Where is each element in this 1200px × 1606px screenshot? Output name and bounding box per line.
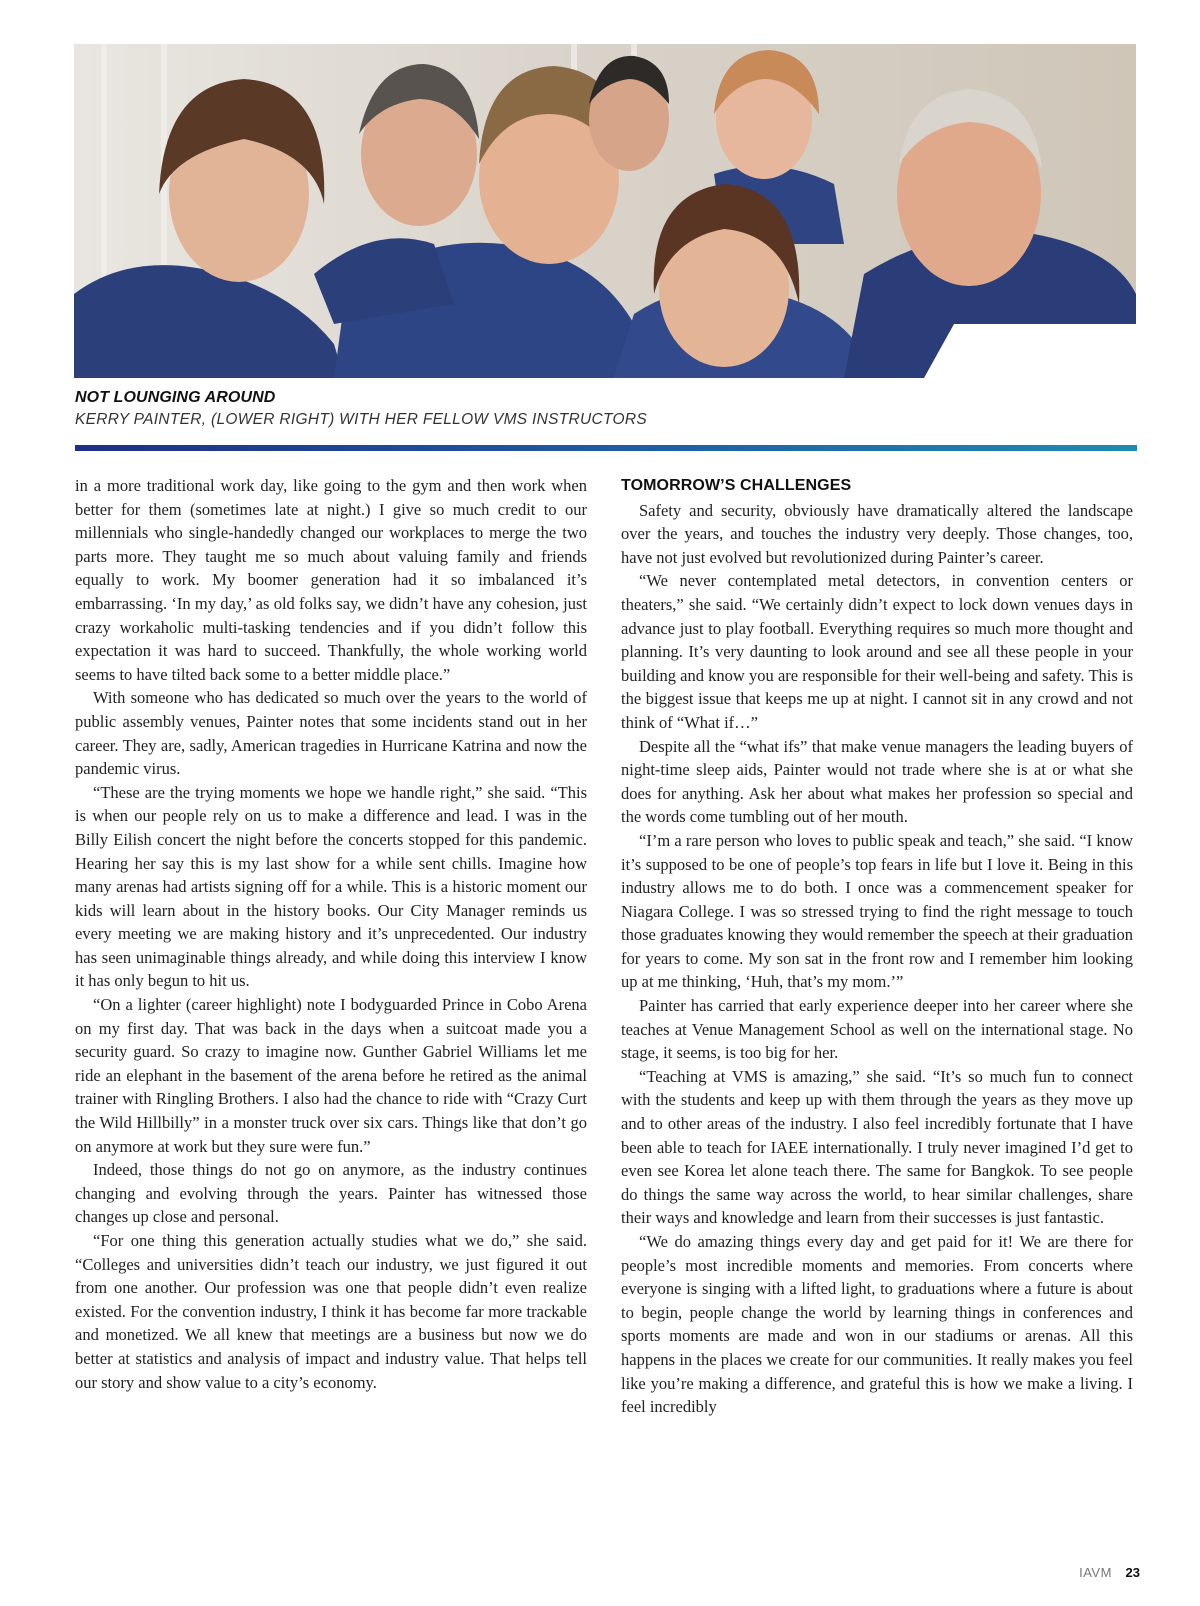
right-paragraph: “Teaching at VMS is amazing,” she said. “It’s so much fun to connect with the students and keep up with them through the years as they move up and to other areas of the industry. I also feel incredibly fortunate that I have been able to teach for IAEE internationally. I truly never imagined I’d get to even see Korea let alone teach there. The same for Bangkok. To see people do things the same way across the world, to hear similar challenges, share their ways and knowledge and learn from their successes is just fantastic. <box>621 1066 1133 1228</box>
right-column <box>621 474 1133 1419</box>
section-heading: TOMORROW’S CHALLENGES <box>621 477 852 494</box>
gradient-divider <box>75 445 1137 451</box>
left-paragraph: in a more traditional work day, like going to the gym and then work when better for them (sometimes late at night.) I give so much credit to our millennials who single-handedly changed our workplaces to merge the two parts more. They taught me so much about valuing family and friends equally to work. My boomer generation had it so imbalanced it’s embarrassing. ‘In my day,’ as old folks say, we didn’t have any cohesion, just crazy workaholic multi-tasking tendencies and if you didn’t follow this expectation it was hard to succeed. Thankfully, the whole working world seems to have tilted back some to a better middle place.” <box>75 476 587 684</box>
left-paragraph: “For one thing this generation actually studies what we do,” she said. “Colleges and universities didn’t teach our industry, we just figured it out from one another. Our profession was one that people didn’t even realize existed. For the convention industry, I think it has become far more trackable and monetized. We all knew that meetings are a business but now we do better at statistics and analysis of impact and industry value. That helps tell our story and show value to a city’s economy. <box>75 1231 587 1392</box>
caption-subtitle: KERRY PAINTER, (LOWER RIGHT) WITH HER FELLOW VMS INSTRUCTORS <box>75 411 648 428</box>
right-paragraph: “We never contemplated metal detectors, in convention centers or theaters,” she said. “We certainly didn’t expect to lock down venues days in advance just to play football. Everything requires so much more thought and planning. It’s very daunting to look around and see all these people in your building and know you are responsible for their well-being and safety. This is the biggest issue that keeps me up at night. I cannot sit in any crowd and not think of “What if…” <box>621 571 1133 732</box>
right-paragraph: Safety and security, obviously have dramatically altered the landscape over the years, and touches the industry very deeply. Those changes, too, have not just evolved but revolutionized during Painter’s career. <box>621 500 1133 567</box>
left-paragraph: “On a lighter (career highlight) note I bodyguarded Prince in Cobo Arena on my first day. That was back in the days when a suitcoat made you a security guard. So crazy to imagine now. Gunther Gabriel Williams let me ride an elephant in the basement of the arena before he retired as the animal trainer with Ringling Brothers. I also had the chance to ride with “Crazy Curt the Wild Hillbilly” in a monster truck over six cars. Things like that don’t go on anymore at work but they sure were fun.” <box>75 995 587 1156</box>
left-paragraph: “These are the trying moments we hope we handle right,” she said. “This is when our people rely on us to make a difference and lead. I was in the Billy Eilish concert the night before the concerts stopped for this pandemic. Hearing her say this is my last show for a while sent chills. Imagine how many arenas had artists signing off for a while. This is a historic moment our kids will learn about in the history books. Our City Manager reminds us every meeting we are making history and it’s unprecedented. Our industry has seen unimaginable things already, and while doing this interview I know it has only begun to hit us. <box>75 782 587 991</box>
footer-brand: IAVM <box>1079 1565 1112 1580</box>
photo-caption <box>75 389 1135 429</box>
left-column <box>75 474 587 1394</box>
left-paragraph: Indeed, those things do not go on anymore, as the industry continues changing and evolving through the years. Painter has witnessed those changes up close and personal. <box>75 1160 587 1227</box>
group-photo-icon <box>74 44 1136 378</box>
right-paragraph: “We do amazing things every day and get paid for it! We are there for people’s most incredible moments and memories. From concerts where everyone is singing with a lifted light, to graduations where a future is about to begin, people change the world by learning things in conferences and sports moments are made and won in our stadiums or arenas. All this happens in the places we create for our communities. It really makes you feel like you’re making a difference, and grateful this is how we make a living. I feel incredibly <box>621 1232 1133 1417</box>
right-paragraph: “I’m a rare person who loves to public speak and teach,” she said. “I know it’s supposed to be one of people’s top fears in life but I love it. Being in this industry allows me to do both. I once was a commencement speaker for Niagara College. I was so stressed trying to find the right message to touch those graduates knowing they would remember the speech at their graduation for years to come. My son sat in the front row and I remember him looking up at me thinking, ‘Huh, that’s my mom.’” <box>621 830 1133 992</box>
page-footer <box>1079 1565 1140 1580</box>
caption-title: NOT LOUNGING AROUND <box>75 389 276 406</box>
page-number: 23 <box>1125 1565 1140 1580</box>
right-paragraph: Despite all the “what ifs” that make venue managers the leading buyers of night-time sleep aids, Painter would not trade where she is at or what she does for anything. Ask her about what makes her profession so special and the words come tumbling out of her mouth. <box>621 736 1133 827</box>
group-photo <box>74 44 1136 378</box>
left-paragraph: With someone who has dedicated so much over the years to the world of public assembly venues, Painter notes that some incidents stand out in her career. They are, sadly, American tragedies in Hurricane Katrina and now the pandemic virus. <box>75 688 587 779</box>
right-paragraph: Painter has carried that early experience deeper into her career where she teaches at Venue Management School as well on the international stage. No stage, it seems, is too big for her. <box>621 996 1133 1063</box>
